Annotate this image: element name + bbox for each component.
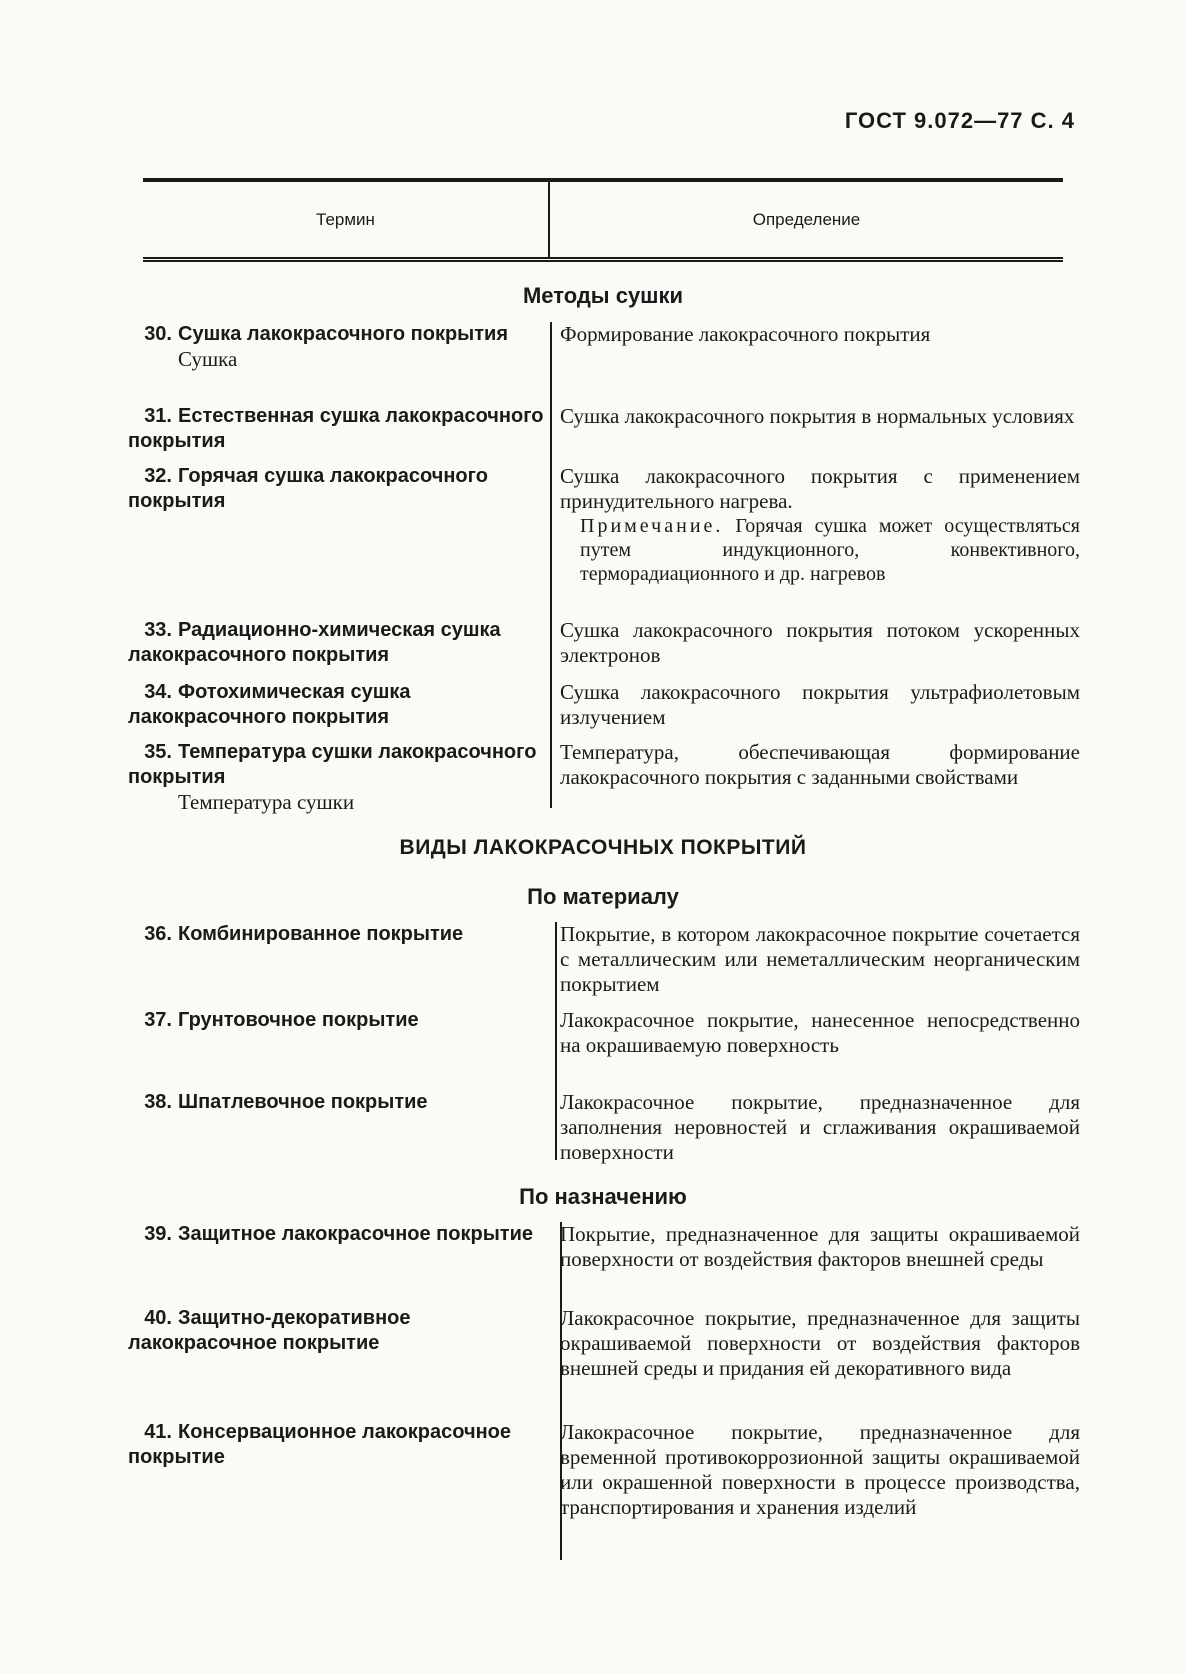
term-text: 34. Фотохимическая сушка лакокрасочного покрытия bbox=[128, 681, 411, 728]
term-text: 37. Грунтовочное покрытие bbox=[144, 1009, 419, 1031]
term-text: 30. Сушка лакокрасочного покрытия Сушка bbox=[128, 322, 548, 372]
term-text: 31. Естественная сушка лакокрасочного покрытия bbox=[128, 405, 544, 452]
term-text: 33. Радиационно-химическая сушка лакокрасочного покрытия bbox=[128, 619, 501, 666]
column-divider bbox=[550, 322, 552, 808]
term-text: 32. Горячая сушка лакокрасочного покрытия bbox=[128, 465, 488, 512]
section-title-drying: Методы сушки bbox=[522, 283, 684, 308]
column-header-term: Термин bbox=[143, 182, 550, 257]
definition-text: Покрытие, в котором лакокрасочное покрытие сочетается с металлическим или неметаллическим неорганическим покрытием bbox=[560, 922, 1080, 996]
section-title-coating-types: ВИДЫ ЛАКОКРАСОЧНЫХ ПОКРЫТИЙ bbox=[399, 836, 807, 859]
definition-text: Лакокрасочное покрытие, предназначенное для защиты окрашиваемой поверхности от воздействия факторов внешней среды и придания ей декоративного вида bbox=[560, 1306, 1080, 1380]
term-text: 40. Защитно-декоративное лакокрасочное покрытие bbox=[128, 1307, 411, 1354]
table-header bbox=[143, 178, 1063, 262]
term-text: 38. Шпатлевочное покрытие bbox=[144, 1091, 428, 1113]
section-title-by-material: По материалу bbox=[527, 884, 679, 909]
definition-text: Сушка лакокрасочного покрытия потоком ускоренных электронов bbox=[560, 618, 1080, 667]
definition-text: Формирование лакокрасочного покрытия bbox=[560, 322, 931, 346]
term-synonym: Сушка bbox=[178, 347, 238, 371]
term-synonym: Температура сушки bbox=[178, 790, 355, 814]
definition-text: Лакокрасочное покрытие, нанесенное непосредственно на окрашиваемую поверхность bbox=[560, 1008, 1080, 1057]
definition-text: Температура, обеспечивающая формирование лакокрасочного покрытия с заданными свойствами bbox=[560, 740, 1080, 789]
page-header: ГОСТ 9.072—77 С. 4 bbox=[844, 108, 1075, 133]
definition-text: Сушка лакокрасочного покрытия с применением принудительного нагрева. Примечание. Горячая сушка может осуществляться путем индукционного, конвективного, терморадиационного и др. нагревов bbox=[560, 464, 1081, 585]
term-text: 39. Защитное лакокрасочное покрытие bbox=[144, 1223, 533, 1245]
definition-text: Покрытие, предназначенное для защиты окрашиваемой поверхности от воздействия факторов внешней среды bbox=[560, 1222, 1080, 1271]
definition-text: Сушка лакокрасочного покрытия в нормальных условиях bbox=[560, 404, 1075, 428]
column-divider bbox=[555, 922, 557, 1160]
column-header-definition: Определение bbox=[752, 209, 861, 229]
term-text: 41. Консервационное лакокрасочное покрытие bbox=[128, 1421, 511, 1468]
definition-note: Примечание. Горячая сушка может осуществляться путем индукционного, конвективного, терморадиационного и др. нагревов bbox=[580, 515, 1081, 585]
definition-text: Лакокрасочное покрытие, предназначенное для заполнения неровностей и сглаживания окрашиваемой поверхности bbox=[560, 1090, 1080, 1164]
section-title-by-purpose: По назначению bbox=[519, 1184, 687, 1209]
definition-text: Сушка лакокрасочного покрытия ультрафиолетовым излучением bbox=[560, 680, 1080, 729]
term-text: 35. Температура сушки лакокрасочного покрытия Температура сушки bbox=[128, 740, 548, 815]
definition-text: Лакокрасочное покрытие, предназначенное для временной противокоррозионной защиты окрашиваемой или окрашенной поверхности в процессе производства, транспортирования и хранения изделий bbox=[560, 1420, 1080, 1519]
term-text: 36. Комбинированное покрытие bbox=[144, 923, 464, 945]
